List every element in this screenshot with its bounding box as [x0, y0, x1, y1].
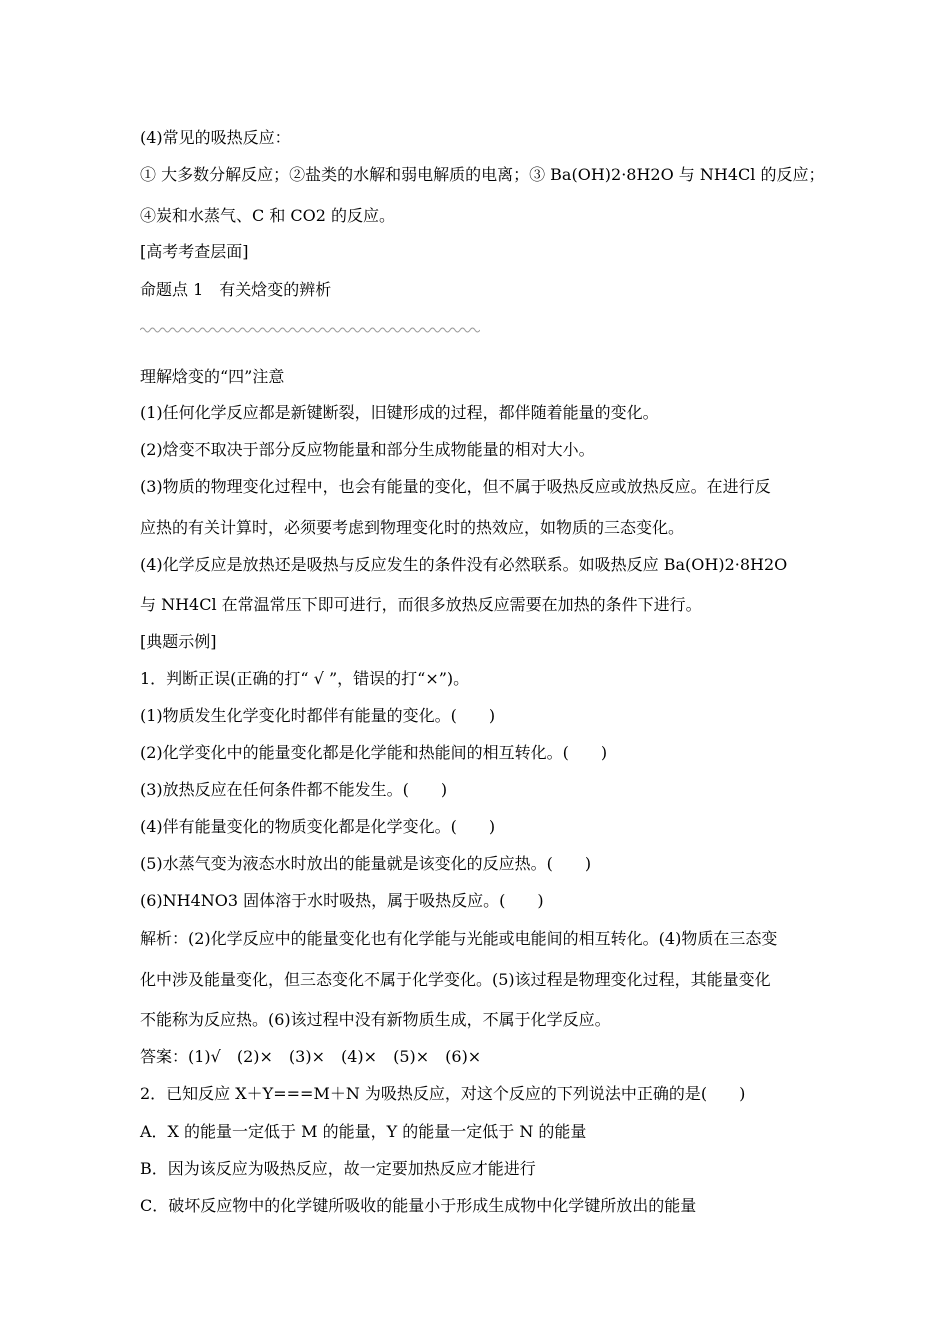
- question-item: (1)物质发生化学变化时都伴有能量的变化。( ): [140, 706, 496, 725]
- question-item: (5)水蒸气变为液态水时放出的能量就是该变化的反应热。( ): [140, 854, 592, 873]
- question-item: (3)放热反应在任何条件都不能发生。( ): [140, 780, 448, 799]
- text-line: 与 NH4Cl 在常温常压下即可进行，而很多放热反应需要在加热的条件下进行。: [140, 595, 702, 614]
- question-item: (2)化学变化中的能量变化都是化学能和热能间的相互转化。( ): [140, 743, 608, 762]
- option-c: C．破坏反应物中的化学键所吸收的能量小于形成生成物中化学键所放出的能量: [140, 1196, 697, 1215]
- analysis-text: 解析：(2)化学反应中的能量变化也有化学能与光能或电能间的相互转化。(4)物质在三态变: [140, 929, 778, 948]
- text-line: (4)常见的吸热反应：: [140, 128, 291, 147]
- analysis-text: 不能称为反应热。(6)该过程中没有新物质生成，不属于化学反应。: [140, 1010, 611, 1029]
- subsection-heading: 命题点 1 有关焓变的辨析: [140, 280, 332, 299]
- text-line: 应热的有关计算时，必须要考虑到物理变化时的热效应，如物质的三态变化。: [140, 518, 685, 537]
- text-line: (4)化学反应是放热还是吸热与反应发生的条件没有必然联系。如吸热反应 Ba(OH)2·8H2O: [140, 555, 788, 574]
- section-heading: [高考考查层面]: [140, 242, 249, 261]
- wavy-divider: [140, 326, 480, 334]
- question-stem: 1．判断正误(正确的打“ √ ”，错误的打“×”)。: [140, 669, 470, 688]
- analysis-text: 化中涉及能量变化，但三态变化不属于化学变化。(5)该过程是物理变化过程，其能量变化: [140, 970, 771, 989]
- text-line: (3)物质的物理变化过程中，也会有能量的变化，但不属于吸热反应或放热反应。在进行反: [140, 477, 771, 496]
- text-line: 理解焓变的“四”注意: [140, 367, 285, 386]
- question-stem: 2．已知反应 X＋Y===M＋N 为吸热反应，对这个反应的下列说法中正确的是( ): [140, 1084, 746, 1103]
- text-line: (1)任何化学反应都是新键断裂，旧键形成的过程，都伴随着能量的变化。: [140, 403, 659, 422]
- text-line: ① 大多数分解反应；②盐类的水解和弱电解质的电离；③ Ba(OH)2·8H2O 与 NH4Cl 的反应；: [140, 165, 825, 184]
- text-line: (2)焓变不取决于部分反应物能量和部分生成物能量的相对大小。: [140, 440, 595, 459]
- section-heading: [典题示例]: [140, 632, 217, 651]
- question-item: (4)伴有能量变化的物质变化都是化学变化。( ): [140, 817, 496, 836]
- text-line: ④炭和水蒸气、C 和 CO2 的反应。: [140, 206, 396, 225]
- answer-line: 答案：(1)√ (2)× (3)× (4)× (5)× (6)×: [140, 1047, 482, 1066]
- option-b: B．因为该反应为吸热反应，故一定要加热反应才能进行: [140, 1159, 536, 1178]
- option-a: A．X 的能量一定低于 M 的能量，Y 的能量一定低于 N 的能量: [140, 1122, 587, 1141]
- question-item: (6)NH4NO3 固体溶于水时吸热，属于吸热反应。( ): [140, 891, 544, 910]
